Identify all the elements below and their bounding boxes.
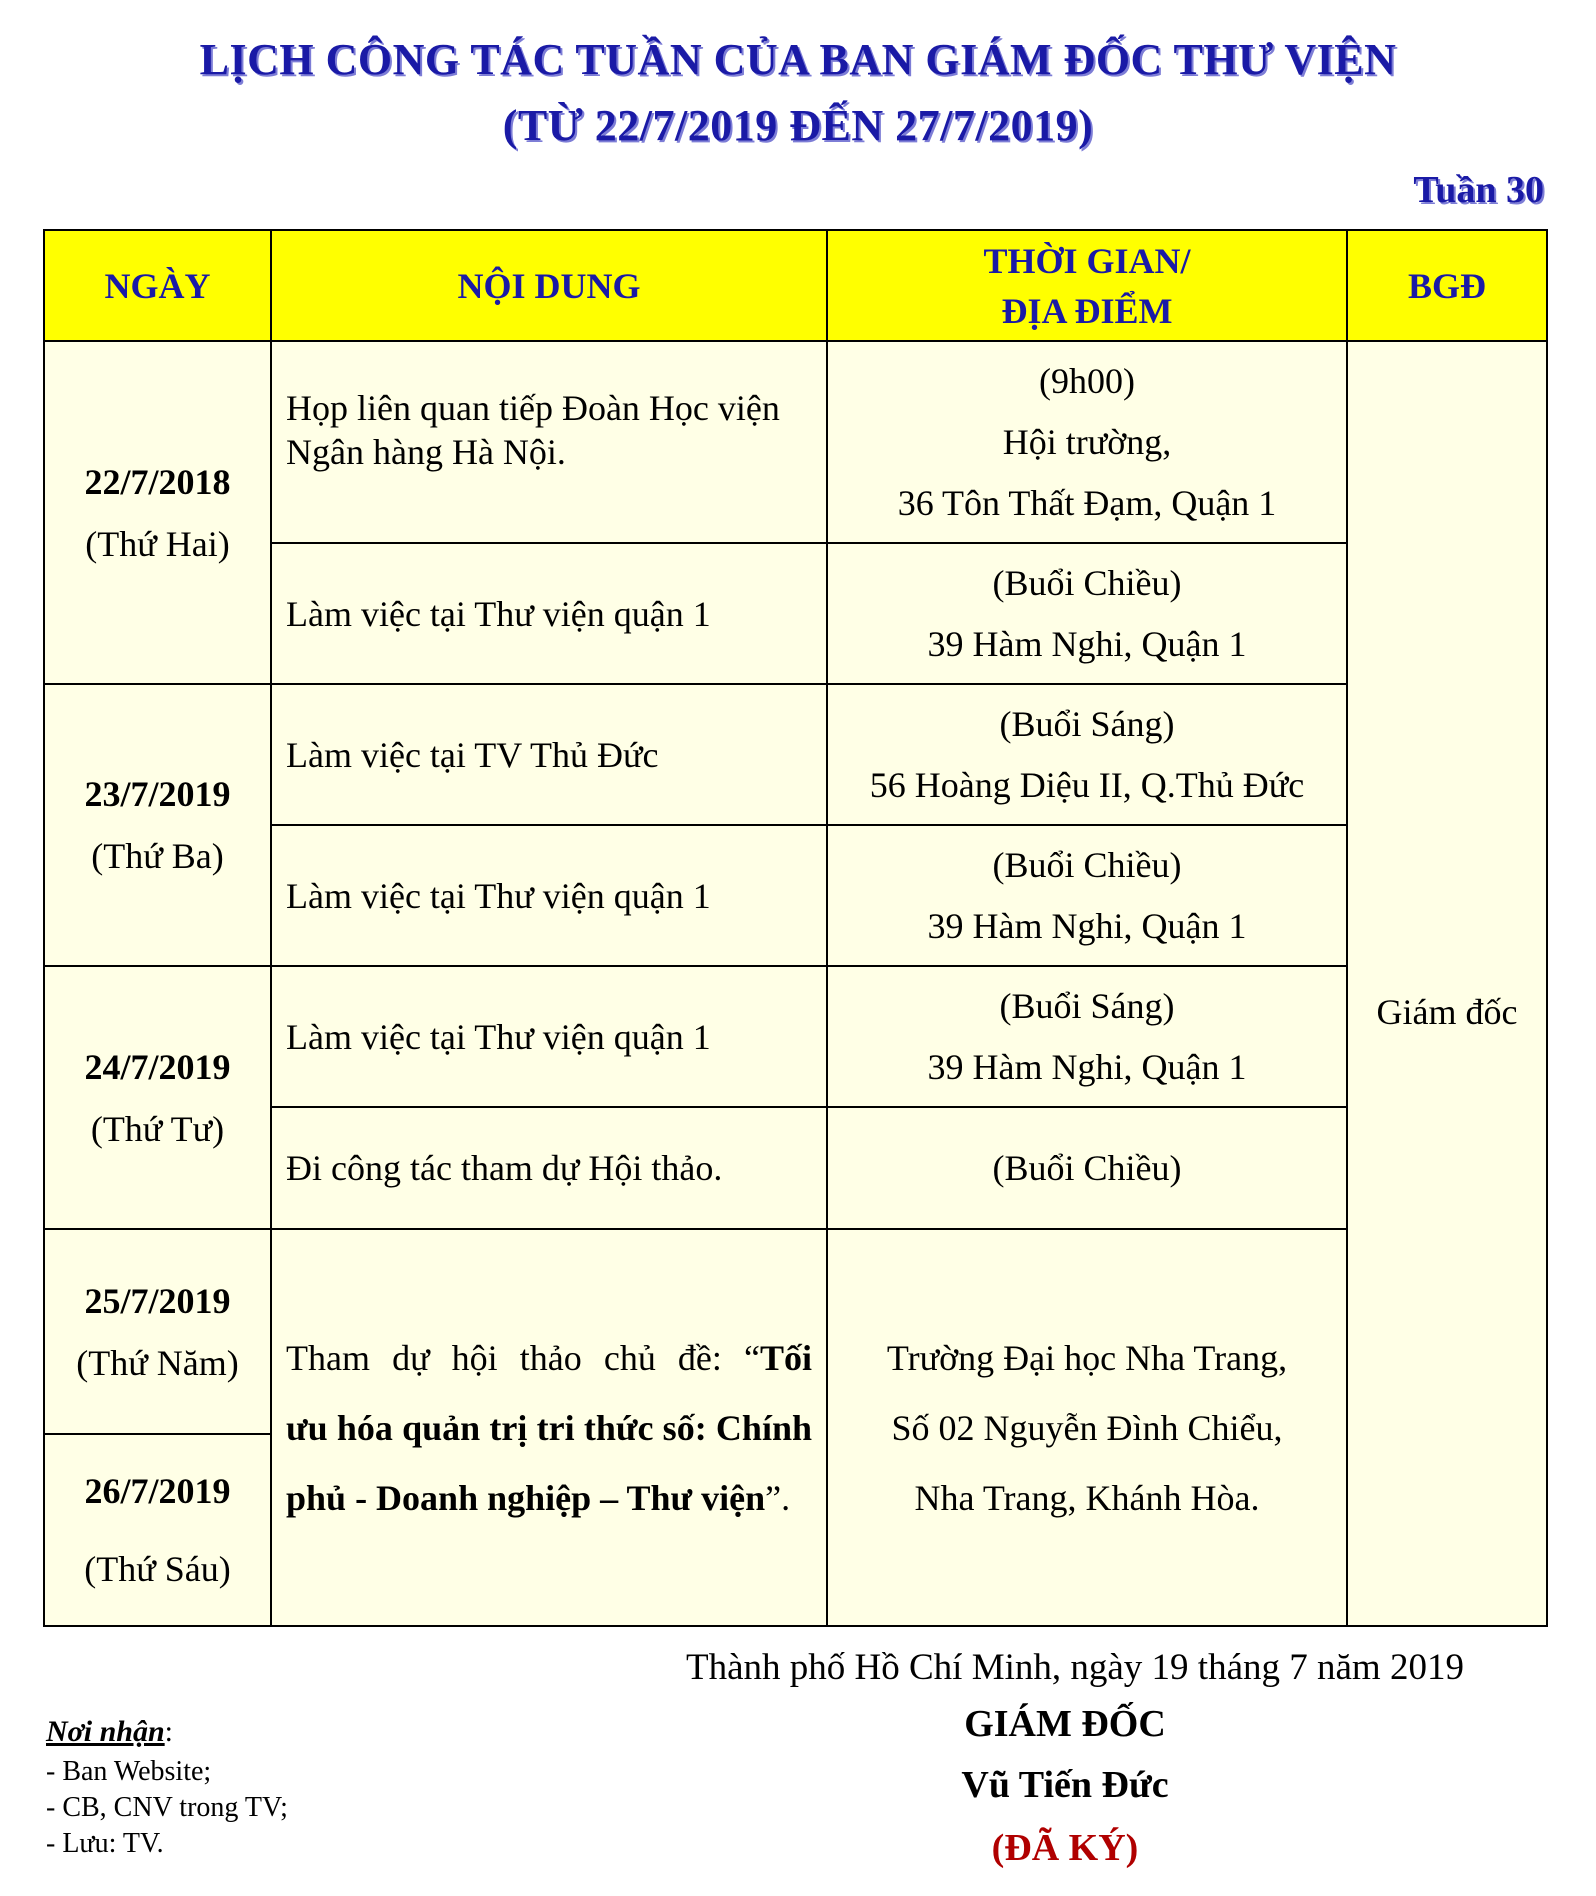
time-place-cell: (Buổi Sáng) 39 Hàm Nghi, Quận 1 — [827, 966, 1347, 1107]
date-value: 24/7/2019 — [84, 1046, 231, 1087]
recipients-title: Nơi nhận: — [46, 1715, 173, 1748]
week-label: Tuần 30 — [1413, 169, 1544, 211]
signer-position: GIÁM ĐỐC — [964, 1703, 1166, 1745]
date-value: 26/7/2019 — [84, 1471, 231, 1511]
signed-stamp: (ĐÃ KÝ) — [991, 1827, 1139, 1869]
title-line-2: (TỪ 22/7/2019 ĐẾN 27/7/2019) — [502, 101, 1094, 150]
content-cell: Họp liên quan tiếp Đoàn Học viện Ngân hàng Hà Nội. — [271, 341, 827, 543]
content-cell: Làm việc tại Thư viện quận 1 — [271, 543, 827, 684]
header-time-line1: THỜI GIAN/ — [983, 240, 1191, 281]
time-place-cell: (Buổi Sáng) 56 Hoàng Diệu II, Q.Thủ Đức — [827, 684, 1347, 825]
time-place-cell: (Buổi Chiều) — [827, 1107, 1347, 1229]
date-cell — [44, 684, 271, 966]
weekday-value: (Thứ Tư) — [90, 1108, 225, 1149]
header-date: NGÀY — [44, 230, 271, 341]
header-time-line2: ĐỊA ĐIỂM — [1001, 290, 1173, 331]
conference-line-2: ưu hóa quản trị tri thức số: Chính — [286, 1407, 812, 1448]
schedule-table — [43, 229, 1548, 1627]
date-cell — [44, 1229, 271, 1434]
weekday-value: (Thứ Năm) — [76, 1342, 239, 1383]
time-place-cell: (Buổi Chiều) 39 Hàm Nghi, Quận 1 — [827, 825, 1347, 966]
conference-line-3: phủ - Doanh nghiệp – Thư viện”. — [286, 1477, 791, 1518]
header-row — [44, 230, 1547, 341]
table-row — [44, 966, 1547, 1107]
date-value: 23/7/2019 — [84, 774, 231, 814]
date-cell — [44, 966, 271, 1229]
time-place-cell: (9h00) Hội trường, 36 Tôn Thất Đạm, Quận 1 — [827, 341, 1347, 543]
content-cell: Làm việc tại TV Thủ Đức — [271, 684, 827, 825]
title-line-1: LỊCH CÔNG TÁC TUẦN CỦA BAN GIÁM ĐỐC THƯ VIỆN — [199, 35, 1397, 84]
content-cell: Đi công tác tham dự Hội thảo. — [271, 1107, 827, 1229]
date-value: 25/7/2019 — [84, 1280, 231, 1321]
header-content: NỘI DUNG — [271, 230, 827, 341]
content-cell: Làm việc tại Thư viện quận 1 — [271, 966, 827, 1107]
bgd-cell — [1347, 341, 1547, 1626]
table-row — [44, 1229, 1547, 1434]
conference-line-1: Tham dự hội thảo chủ đề: “Tối — [286, 1337, 812, 1378]
city-date: Thành phố Hồ Chí Minh, ngày 19 tháng 7 năm 2019 — [686, 1647, 1464, 1688]
weekday-value: (Thứ Ba) — [91, 836, 224, 876]
conference-place-cell: Trường Đại học Nha Trang, Số 02 Nguyễn Đình Chiểu, Nha Trang, Khánh Hòa. — [827, 1229, 1347, 1626]
signer-name: Vũ Tiến Đức — [961, 1764, 1169, 1806]
date-value: 22/7/2018 — [84, 461, 231, 502]
date-cell — [44, 341, 271, 684]
time-place-cell: (Buổi Chiều) 39 Hàm Nghi, Quận 1 — [827, 543, 1347, 684]
recipient-item: - Lưu: TV. — [46, 1828, 164, 1859]
weekday-value: (Thứ Sáu) — [84, 1549, 231, 1589]
table-row — [44, 684, 1547, 825]
table-row — [44, 341, 1547, 543]
weekday-value: (Thứ Hai) — [85, 523, 230, 564]
recipient-item: - Ban Website; — [46, 1756, 212, 1787]
header-bgd: BGĐ — [1347, 230, 1547, 341]
header-time-place — [827, 230, 1347, 341]
date-cell — [44, 1434, 271, 1626]
content-cell: Làm việc tại Thư viện quận 1 — [271, 825, 827, 966]
bgd-value: Giám đốc — [1376, 992, 1518, 1032]
conference-content-cell — [271, 1229, 827, 1626]
recipient-item: - CB, CNV trong TV; — [46, 1792, 288, 1823]
